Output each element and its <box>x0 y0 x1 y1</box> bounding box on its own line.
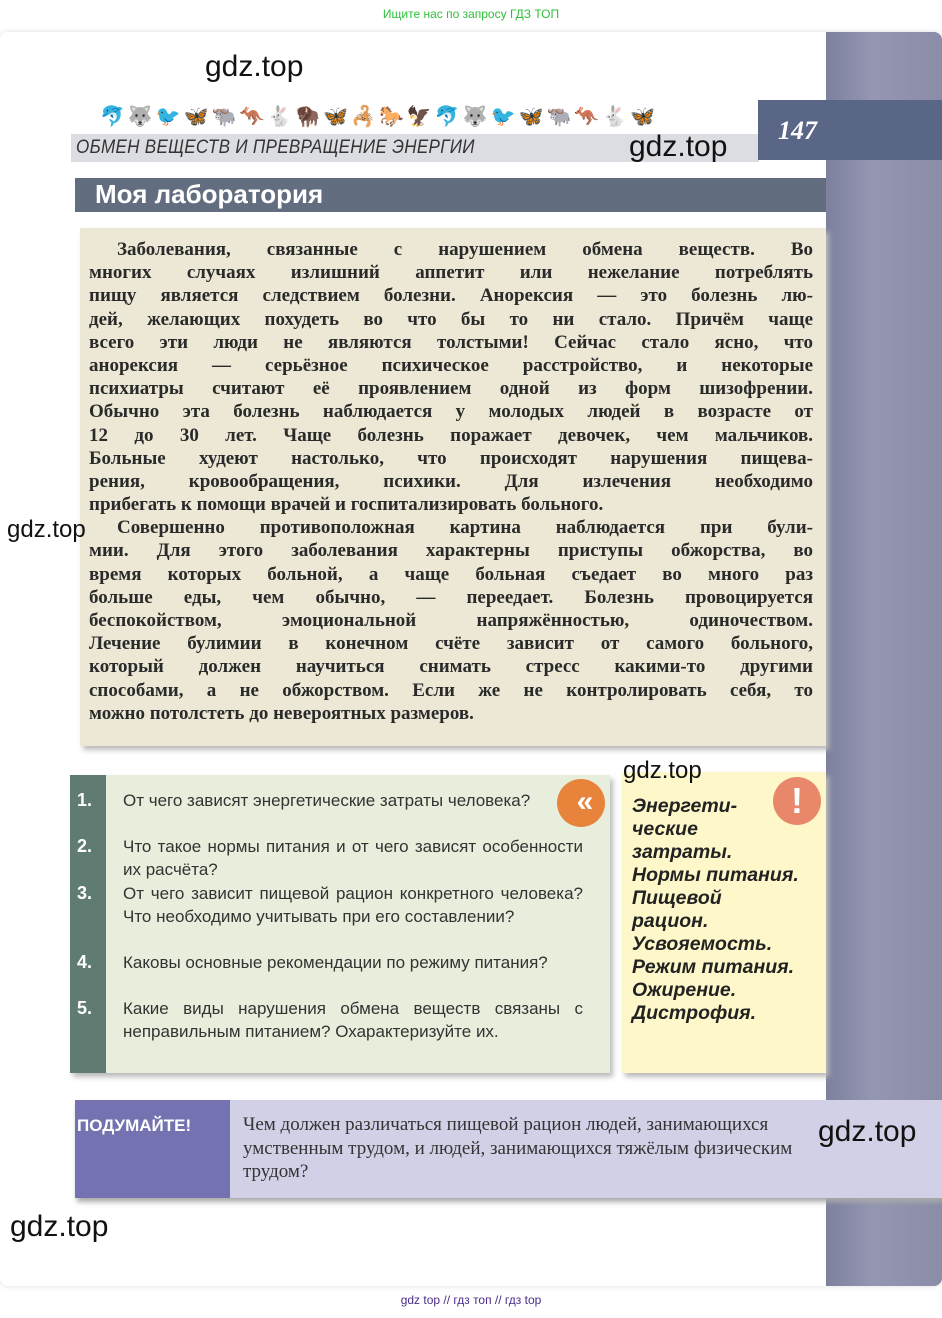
keyword: Энергети- <box>632 795 738 817</box>
question-number: 4. <box>77 952 93 972</box>
text-line: мии. Для этого заболевания характерны приступы обжорства, во <box>89 540 813 562</box>
keyword: Ожирение. <box>632 979 737 1001</box>
text-line: способами, а не обжорством. Если же не контролировать себя, то <box>89 679 813 701</box>
text-line: пищу является следствием болезни. Анорексия — это болезнь лю- <box>89 285 813 307</box>
page-edge-strip <box>826 32 942 1286</box>
keyword: Усвояемость. <box>632 933 773 955</box>
main-text <box>89 238 813 725</box>
question-text: От чего зависит пищевой рацион конкретного человека? Что необходимо учитывать при его составлении? <box>123 884 583 926</box>
chapter-title: ОБМЕН ВЕЩЕСТВ И ПРЕВРАЩЕНИЕ ЭНЕРГИИ <box>76 137 475 158</box>
think-text: Чем должен различаться пищевой рацион людей, занимающихся умственным трудом, и людей, занимающихся тяжёлым физическим трудом? <box>243 1114 793 1182</box>
question-number: 1. <box>77 790 93 810</box>
question-text: Какие виды нарушения обмена веществ связаны с неправильным питанием? Охарактеризуйте их. <box>123 999 583 1041</box>
watermark: gdz.top <box>818 1115 917 1148</box>
text-line: больше еды, чем обычно, — переедает. Болезнь провоцируется <box>89 586 813 608</box>
text-line: Заболевания, связанные с нарушением обмена веществ. Во <box>117 239 813 260</box>
text-line: многих случаях излишний аппетит или нежелание потреблять <box>89 262 813 284</box>
keyword: Пищевой <box>632 887 722 909</box>
keyword: Дистрофия. <box>632 1002 757 1024</box>
keyword: ческие <box>632 818 698 840</box>
text-line: Обычно эта болезнь наблюдается у молодых людей в возрасте от <box>89 401 813 423</box>
watermark: gdz.top <box>10 1210 109 1243</box>
questions-strip <box>70 775 106 1073</box>
text-line: всего эти люди не являются толстыми! Сейчас стало ясно, что <box>89 331 813 353</box>
keyword: затраты. <box>632 841 733 863</box>
question-text: Что такое нормы питания и от чего зависят особенности их расчёта? <box>123 837 583 879</box>
keywords-list <box>632 795 822 1025</box>
rewind-icon: « <box>557 779 605 827</box>
watermark: gdz.top <box>623 757 702 784</box>
page-number: 147 <box>758 100 942 160</box>
watermark: gdz.top <box>7 516 86 543</box>
text-line: Лечение булимии в конечном счёте зависит от самого больного, <box>89 633 813 655</box>
text-line: анорексия — серьёзное психическое расстройство, и некоторые <box>89 354 813 376</box>
text-line: можно потолстеть до невероятных размеров. <box>89 702 474 724</box>
text-line: психиатры считают её проявлением одной из форм шизофрении. <box>89 378 813 400</box>
text-line: Совершенно противоположная картина наблюдается при були- <box>117 517 813 539</box>
footer-links: gdz top // гдз топ // гдз top <box>400 1293 542 1307</box>
question-number: 3. <box>77 883 93 903</box>
keyword: Режим питания. <box>632 956 795 978</box>
exclamation-icon: ! <box>773 777 821 825</box>
text-line: прибегать к помощи врачей и госпитализировать больного. <box>89 494 604 516</box>
animals-decoration: 🐬🐺🐦🦋🐃🦘🐇🦬🦋🦂🐎🦅🐬🐺🐦🦋🐃🦘🐇🦋 <box>100 106 659 128</box>
watermark: gdz.top <box>205 50 304 83</box>
text-line: время которых больной, а чаще больная съедает во много раз <box>89 563 813 585</box>
question-number: 5. <box>77 998 93 1018</box>
top-note: Ищите нас по запросу ГДЗ ТОП <box>382 7 560 21</box>
keyword: Нормы питания. <box>632 864 799 886</box>
section-title: Моя лаборатория <box>75 178 826 212</box>
question-text: От чего зависят энергетические затраты человека? <box>123 791 531 810</box>
text-line: который должен научиться снимать стресс какими-то другими <box>89 656 813 678</box>
text-line: 12 до 30 лет. Чаще болезнь поражает девочек, чем мальчиков. <box>89 424 813 446</box>
question-number: 2. <box>77 836 93 856</box>
text-line: Больные худеют настолько, что происходят нарушения пищева- <box>89 447 813 469</box>
text-line: дей, желающих похудеть во что бы то ни стало. Причём чаще <box>89 308 813 330</box>
text-line: беспокойством, эмоциональной напряжённостью, одиночеством. <box>89 610 813 631</box>
keyword: рацион. <box>632 910 709 932</box>
text-line: рения, кровообращения, психики. Для излечения необходимо <box>89 470 813 492</box>
watermark: gdz.top <box>629 130 728 163</box>
question-text: Каковы основные рекомендации по режиму питания? <box>123 953 548 972</box>
think-label: ПОДУМАЙТЕ! <box>75 1100 230 1198</box>
